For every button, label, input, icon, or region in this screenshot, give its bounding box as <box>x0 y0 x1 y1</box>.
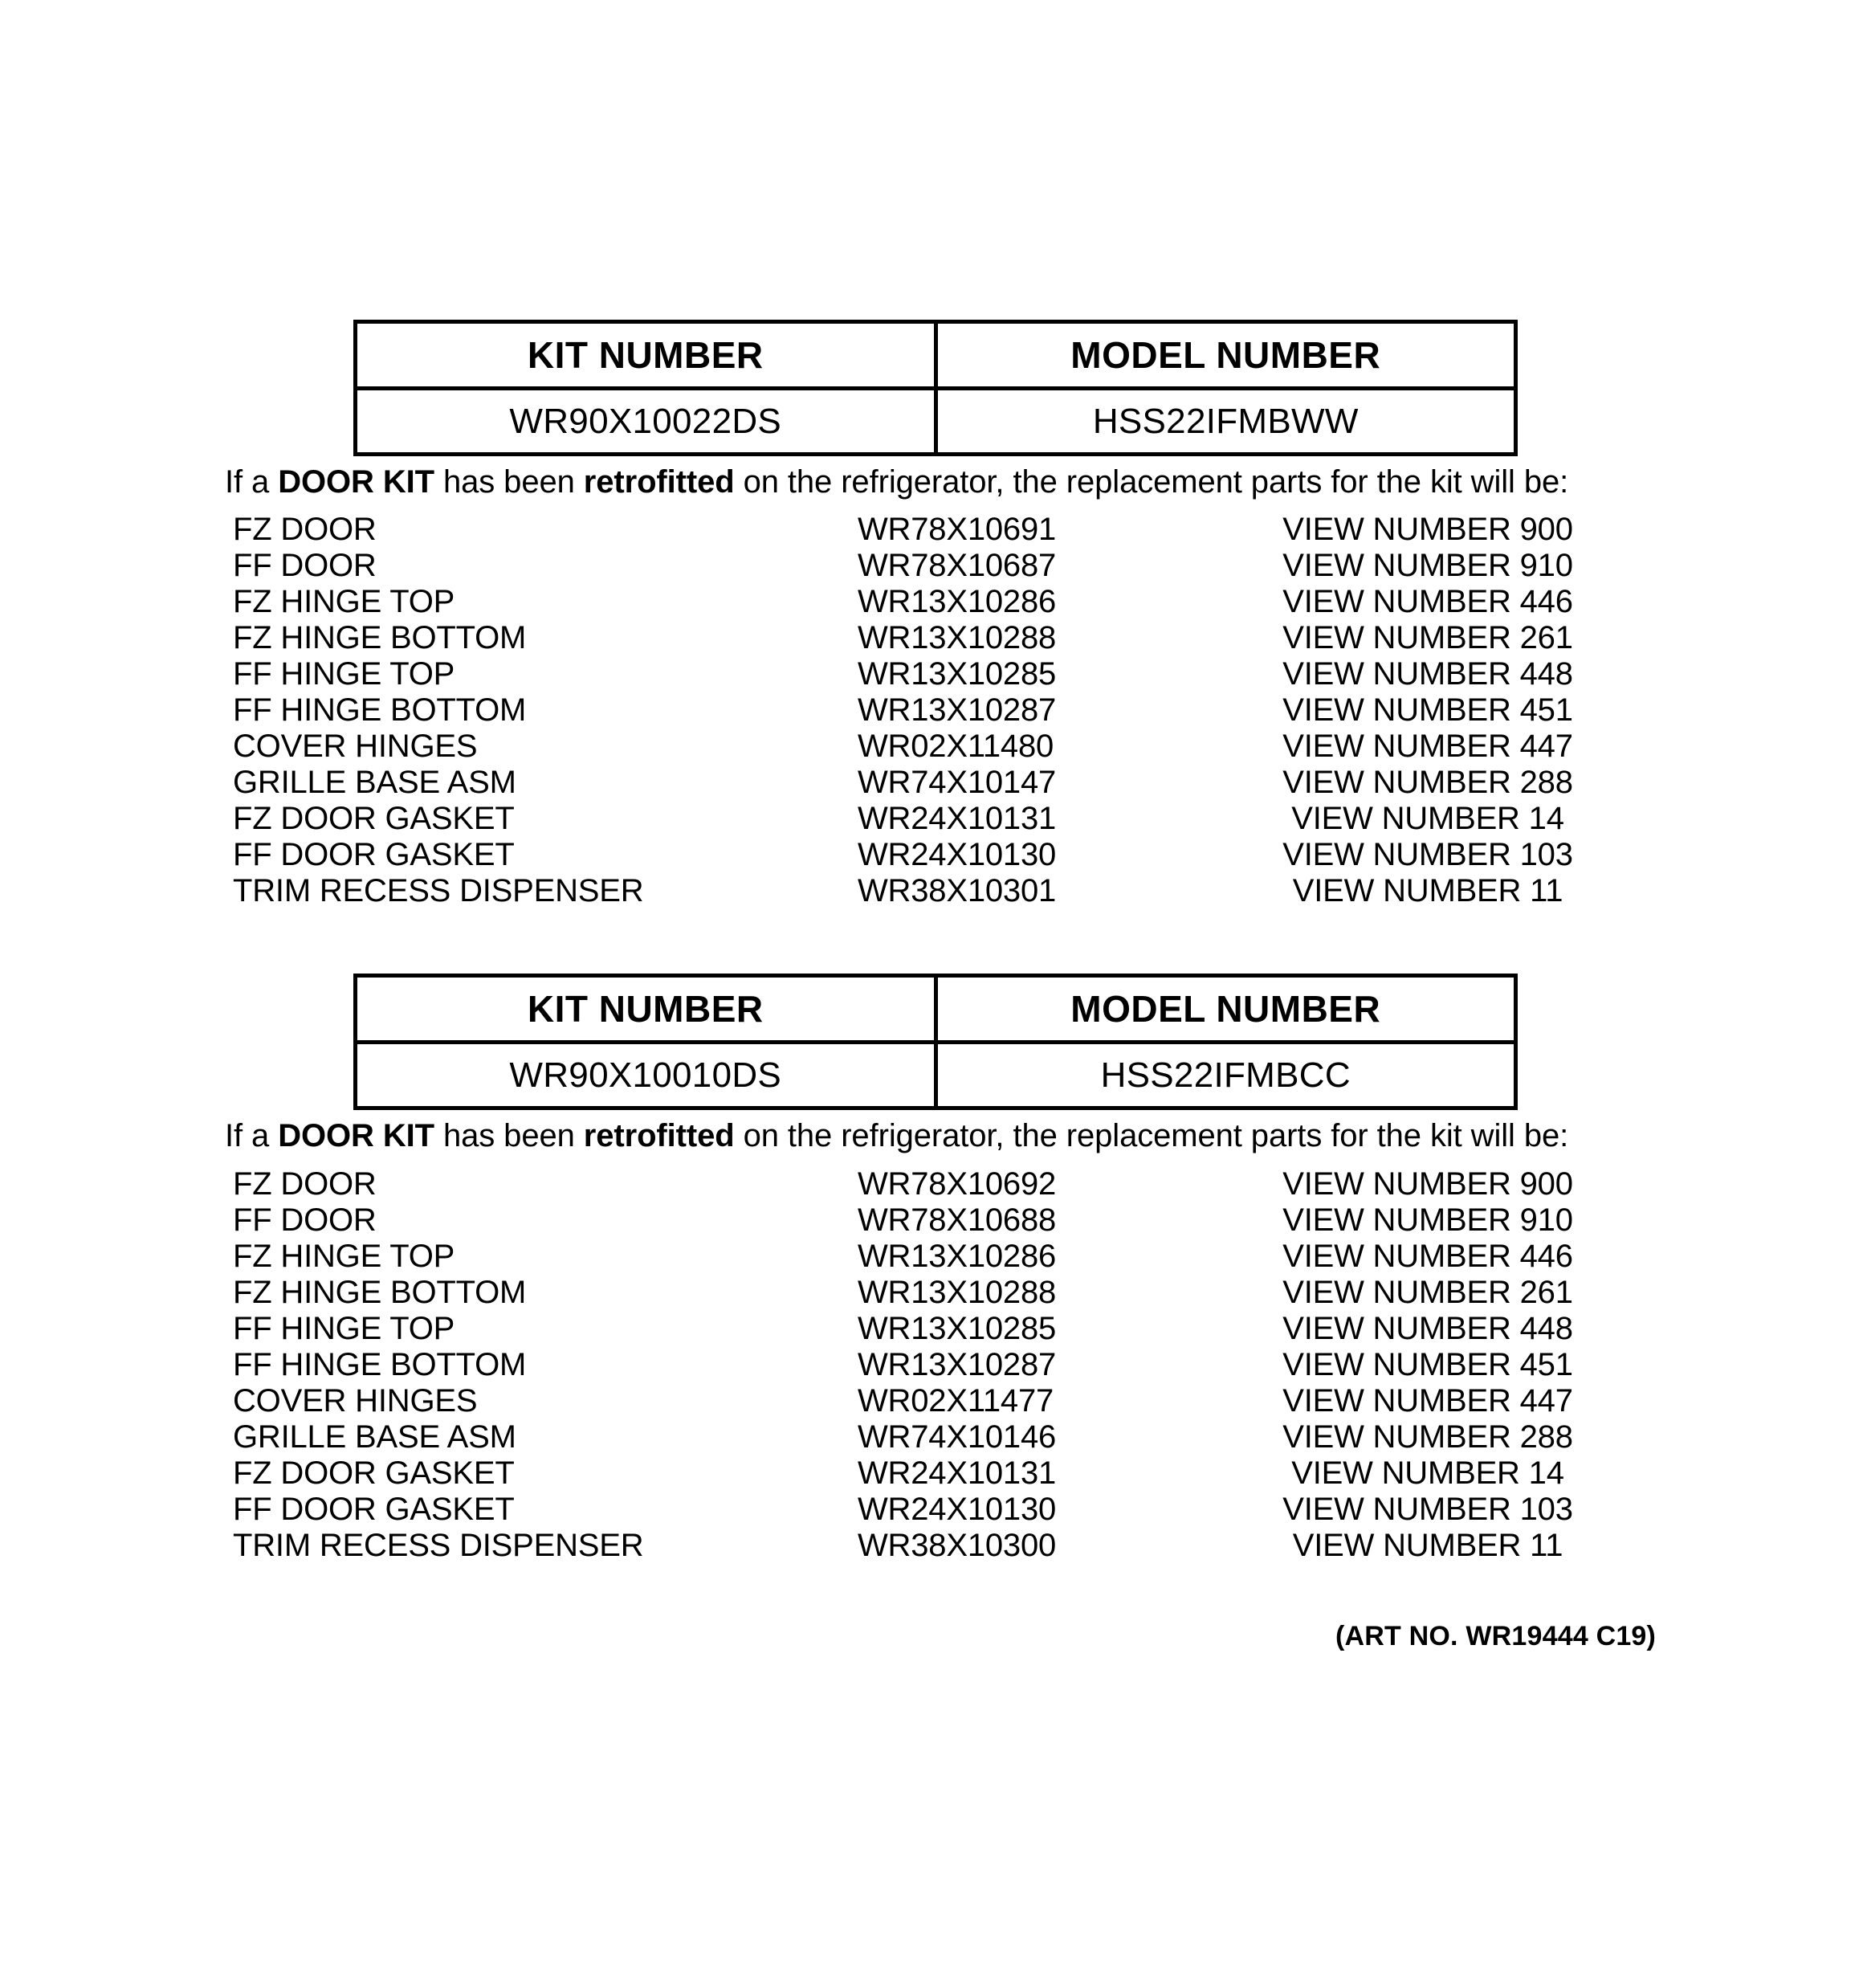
view-number: VIEW NUMBER 14 <box>1291 801 1564 836</box>
view-number: VIEW NUMBER 11 <box>1292 873 1563 908</box>
notice-bold-retrofitted: retrofitted <box>583 464 735 500</box>
table-row <box>233 729 1653 765</box>
part-name: FZ HINGE TOP <box>233 1239 455 1274</box>
part-number: WR24X10130 <box>858 837 1057 872</box>
parts-list-2 <box>233 1166 1653 1564</box>
part-name: FF DOOR GASKET <box>233 837 515 872</box>
part-number: WR13X10285 <box>858 656 1057 692</box>
kit-number-header: KIT NUMBER <box>356 322 936 389</box>
view-number: VIEW NUMBER 910 <box>1282 548 1573 583</box>
part-name: FZ DOOR <box>233 1166 377 1202</box>
view-number: VIEW NUMBER 447 <box>1282 1383 1573 1419</box>
part-number: WR02X11477 <box>858 1383 1054 1419</box>
part-number: WR13X10287 <box>858 1347 1057 1382</box>
part-name: FF HINGE TOP <box>233 656 455 692</box>
view-number: VIEW NUMBER 447 <box>1282 729 1573 764</box>
table-row <box>233 1202 1653 1239</box>
part-name: FZ HINGE BOTTOM <box>233 620 527 655</box>
table-row <box>233 656 1653 692</box>
notice-text-part-3: on the refrigerator, the replacement parts for the kit will be: <box>734 1118 1569 1153</box>
table-row <box>233 1492 1653 1528</box>
table-row <box>233 873 1653 909</box>
table-row <box>233 1311 1653 1347</box>
kit-model-table-1 <box>353 320 1518 456</box>
notice-text-part-1: If a <box>225 464 279 500</box>
part-number: WR78X10692 <box>858 1166 1057 1202</box>
part-name: FF DOOR <box>233 1202 377 1238</box>
part-name: FZ DOOR GASKET <box>233 801 515 836</box>
table-row <box>233 765 1653 801</box>
table-row <box>233 1166 1653 1202</box>
part-name: FZ DOOR <box>233 512 377 547</box>
table-row <box>233 1239 1653 1275</box>
part-number: WR78X10688 <box>858 1202 1057 1238</box>
part-number: WR02X11480 <box>858 729 1054 764</box>
part-number: WR24X10131 <box>858 1455 1057 1491</box>
parts-list-1 <box>233 512 1653 909</box>
model-number-header: MODEL NUMBER <box>936 976 1516 1043</box>
table-row <box>233 1347 1653 1383</box>
part-name: FF DOOR GASKET <box>233 1492 515 1527</box>
table-row <box>233 620 1653 656</box>
part-name: FF HINGE TOP <box>233 1311 455 1346</box>
table-row <box>233 1528 1653 1564</box>
view-number: VIEW NUMBER 448 <box>1282 1311 1573 1346</box>
kit-model-table-2 <box>353 974 1518 1110</box>
table-row <box>233 1455 1653 1492</box>
view-number: VIEW NUMBER 14 <box>1291 1455 1564 1491</box>
notice-text-part-2: has been <box>434 1118 584 1153</box>
view-number: VIEW NUMBER 261 <box>1282 1275 1573 1310</box>
table-header-row <box>356 976 1516 1043</box>
part-name: FZ HINGE TOP <box>233 584 455 619</box>
notice-bold-door-kit: DOOR KIT <box>278 464 434 500</box>
model-number-header: MODEL NUMBER <box>936 322 1516 389</box>
table-header-row <box>356 322 1516 389</box>
kit-number-value: WR90X10010DS <box>356 1043 936 1108</box>
view-number: VIEW NUMBER 261 <box>1282 620 1573 655</box>
table-row <box>233 1275 1653 1311</box>
part-name: TRIM RECESS DISPENSER <box>233 873 644 908</box>
part-number: WR24X10130 <box>858 1492 1057 1527</box>
part-name: FF HINGE BOTTOM <box>233 692 527 728</box>
view-number: VIEW NUMBER 288 <box>1282 1419 1573 1455</box>
kit-number-value: WR90X10022DS <box>356 389 936 455</box>
part-name: COVER HINGES <box>233 1383 478 1419</box>
part-name: FZ DOOR GASKET <box>233 1455 515 1491</box>
part-number: WR74X10147 <box>858 765 1057 800</box>
view-number: VIEW NUMBER 446 <box>1282 1239 1573 1274</box>
part-number: WR38X10301 <box>858 873 1057 908</box>
view-number: VIEW NUMBER 103 <box>1282 1492 1573 1527</box>
part-number: WR13X10286 <box>858 1239 1057 1274</box>
view-number: VIEW NUMBER 910 <box>1282 1202 1573 1238</box>
notice-bold-retrofitted: retrofitted <box>583 1118 735 1153</box>
table-row <box>233 512 1653 548</box>
table-row <box>233 548 1653 584</box>
notice-text-part-2: has been <box>434 464 584 500</box>
part-name: GRILLE BASE ASM <box>233 1419 516 1455</box>
view-number: VIEW NUMBER 451 <box>1282 692 1573 728</box>
part-name: FZ HINGE BOTTOM <box>233 1275 527 1310</box>
table-row <box>233 584 1653 620</box>
view-number: VIEW NUMBER 900 <box>1282 512 1573 547</box>
art-number: (ART NO. WR19444 C19) <box>1335 1621 1657 1651</box>
model-number-value: HSS22IFMBWW <box>936 389 1516 455</box>
model-number-value: HSS22IFMBCC <box>936 1043 1516 1108</box>
part-number: WR13X10286 <box>858 584 1057 619</box>
part-name: GRILLE BASE ASM <box>233 765 516 800</box>
table-row <box>233 1383 1653 1419</box>
part-number: WR13X10288 <box>858 620 1057 655</box>
part-number: WR24X10131 <box>858 801 1057 836</box>
view-number: VIEW NUMBER 288 <box>1282 765 1573 800</box>
kit-number-header: KIT NUMBER <box>356 976 936 1043</box>
part-name: COVER HINGES <box>233 729 478 764</box>
part-number: WR78X10687 <box>858 548 1057 583</box>
table-row <box>233 1419 1653 1455</box>
view-number: VIEW NUMBER 451 <box>1282 1347 1573 1382</box>
view-number: VIEW NUMBER 11 <box>1292 1528 1563 1563</box>
table-row <box>233 801 1653 837</box>
view-number: VIEW NUMBER 446 <box>1282 584 1573 619</box>
part-name: FF HINGE BOTTOM <box>233 1347 527 1382</box>
part-number: WR13X10285 <box>858 1311 1057 1346</box>
part-number: WR13X10287 <box>858 692 1057 728</box>
table-value-row <box>356 389 1516 455</box>
view-number: VIEW NUMBER 900 <box>1282 1166 1573 1202</box>
retrofit-notice-2 <box>225 1118 1568 1154</box>
view-number: VIEW NUMBER 448 <box>1282 656 1573 692</box>
part-name: FF DOOR <box>233 548 377 583</box>
part-number: WR78X10691 <box>858 512 1057 547</box>
part-number: WR13X10288 <box>858 1275 1057 1310</box>
table-value-row <box>356 1043 1516 1108</box>
table-row <box>233 692 1653 729</box>
part-number: WR74X10146 <box>858 1419 1057 1455</box>
notice-text-part-3: on the refrigerator, the replacement parts for the kit will be: <box>734 464 1569 500</box>
notice-text-part-1: If a <box>225 1118 279 1153</box>
notice-bold-door-kit: DOOR KIT <box>278 1118 434 1153</box>
part-number: WR38X10300 <box>858 1528 1057 1563</box>
retrofit-notice-1 <box>225 464 1568 500</box>
view-number: VIEW NUMBER 103 <box>1282 837 1573 872</box>
table-row <box>233 837 1653 873</box>
part-name: TRIM RECESS DISPENSER <box>233 1528 644 1563</box>
